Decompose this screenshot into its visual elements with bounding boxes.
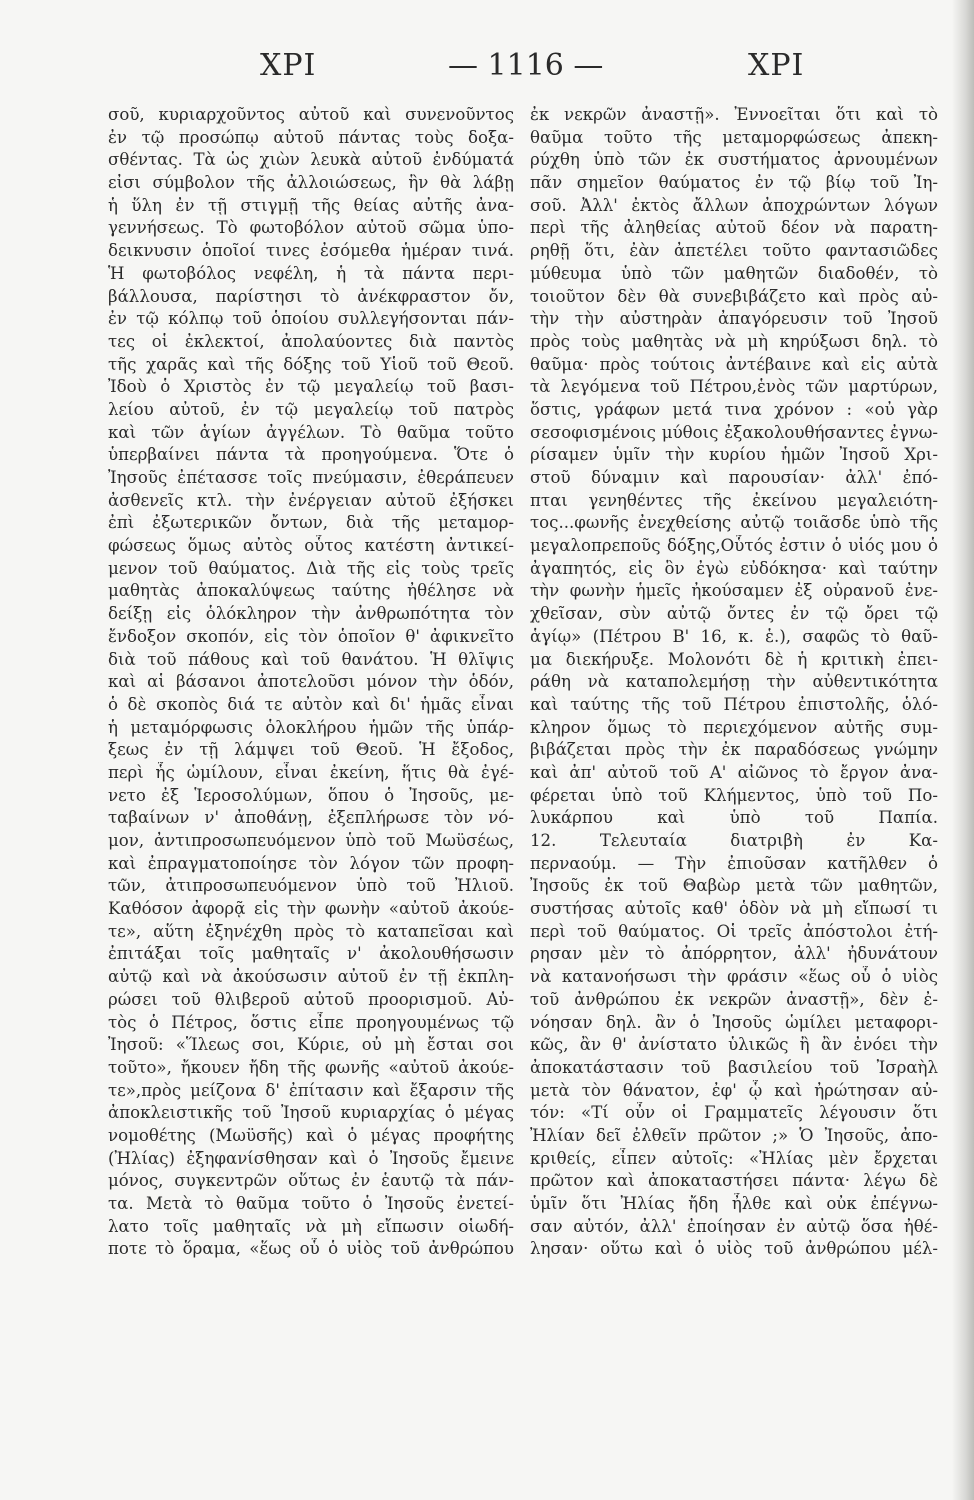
text-line: μον, ἀντιπροσωπευόμενον ὑπὸ τοῦ Μωϋσέως,	[108, 831, 514, 850]
text-line: τὰ λεγόμενα τοῦ Πέτρου,ἑνὸς τῶν μαρτύρων,	[530, 377, 938, 397]
text-line: νομοθέτης (Μωϋσῆς) καὶ ὁ μέγας προφήτης	[108, 1125, 514, 1145]
text-line: ἐπιτάξαι τοῖς μαθηταῖς ν' ἀκολουθήσωσιν	[108, 944, 514, 964]
text-line: λατο τοῖς μαθηταῖς νὰ μὴ εἴπωσιν οἱωδή-	[108, 1216, 514, 1236]
text-line: διὰ τοῦ πάθους καὶ τοῦ θανάτου. Ἡ θλῖψις	[108, 649, 514, 669]
text-line: θαῦμα· πρὸς τούτοις ἀντέβαινε καὶ εἰς αὐτὰ	[530, 354, 938, 374]
text-line: περὶ τοῦ θαύματος. Οἱ τρεῖς ἀπόστολοι ἐτή-	[530, 921, 938, 941]
text-line: χθεῖσαν, σὺν αὐτῷ ὄντες ἐν τῷ ὄρει τῷ	[530, 604, 938, 624]
text-line: τοῦτο», ἤκουεν ἤδη τῆς φωνῆς «αὐτοῦ ἀκούε-	[108, 1057, 514, 1077]
text-line: ξεως ἐν τῇ λάμψει τοῦ Θεοῦ. Ἡ ἔξοδος,	[108, 740, 514, 760]
text-line: ἀποκλειστικῆς τοῦ Ἰησοῦ κυριαρχίας ὁ μέγας	[108, 1103, 514, 1123]
text-line: βάλλουσα, παρίστησι τὸ ἀνέκφραστον ὄν,	[108, 286, 514, 306]
text-line: κῶς, ἂν θ' ἀνίστατο ὑλικῶς ἢ ἂν ἐνόει τὴν	[530, 1035, 938, 1055]
text-line: περναούμ. — Τὴν ἐπιοῦσαν κατῆλθεν ὁ	[530, 853, 938, 873]
text-line: περὶ τῆς ἀληθείας αὐτοῦ δέον νὰ παρατη-	[530, 218, 938, 238]
text-line: καὶ ἀπ' αὐτοῦ τοῦ Α' αἰῶνος τὸ ἔργον ἀνα-	[530, 762, 938, 782]
text-line: μετὰ τὸν θάνατον, ἐφ' ᾧ καὶ ἠρώτησαν αὐ-	[530, 1080, 938, 1100]
text-line: τὸς ὁ Πέτρος, ὅστις εἶπε προηγουμένως τῷ	[108, 1012, 514, 1032]
text-line: Ἰησοῦ: «Ἵλεως σοι, Κύριε, οὐ μὴ ἔσται σοι	[108, 1035, 514, 1055]
text-line: τόν: «Τί οὖν οἱ Γραμματεῖς λέγουσιν ὅτι	[530, 1103, 938, 1123]
text-line: σαν αὐτόν, ἀλλ' ἐποίησαν ἐν αὐτῷ ὅσα ἠθέ-	[530, 1216, 938, 1236]
text-line: σεσοφισμένοις μύθοις ἐξακολουθήσαντες ἐγνω-	[530, 422, 938, 442]
right-text-column	[530, 104, 938, 1261]
text-line: λείου αὐτοῦ, ἐν τῷ μεγαλείῳ τοῦ πατρὸς	[108, 399, 514, 419]
text-line: ἡ μεταμόρφωσις ὁλοκλήρου ἡμῶν τῆς ὑπάρ-	[108, 717, 514, 737]
text-line: ἐν τῷ κόλπῳ τοῦ ὁποίου συλλεγήσονται πάν-	[108, 309, 514, 329]
text-line: τοῦ ἀνθρώπου ἐκ νεκρῶν ἀναστῇ», δὲν ἐ-	[530, 989, 938, 1009]
text-line: τε», αὕτη ἐξηνέχθη πρὸς τὸ καταπεῖσαι καὶ	[108, 921, 514, 941]
text-line: ἀγαπητός, εἰς ὃν ἐγὼ εὐδόκησα· καὶ ταύτην	[530, 558, 938, 578]
text-line: φώσεως ὅμως αὐτὸς οὗτος κατέστη ἀντικεί-	[108, 536, 514, 556]
text-line: Ἰδοὺ ὁ Χριστὸς ἐν τῷ μεγαλείῳ τοῦ βασι-	[108, 377, 514, 397]
text-line: πᾶν σημεῖον θαύματος ἐν τῷ βίῳ τοῦ Ἰη-	[530, 173, 938, 193]
text-line: βιβάζεται πρὸς τὴν ἐκ παραδόσεως γνώμην	[530, 740, 938, 760]
text-line: πρὸς τοὺς μαθητὰς νὰ μὴ κηρύξωσι δηλ. τὸ	[530, 331, 938, 351]
text-line: τὴν φωνὴν ἡμεῖς ἠκούσαμεν ἐξ οὐρανοῦ ἐνε-	[530, 581, 938, 601]
text-line: μενον τοῦ θαύματος. Διὰ τῆς εἰς τοὺς τρεῖς	[108, 558, 514, 578]
text-line: σοῦ. Ἀλλ' ἐκτὸς ἄλλων ἀποχρώντων λόγων	[530, 195, 938, 215]
text-line: ἔνδοξον σκοπόν, εἰς τὸν ὁποῖον θ' ἀφικνεῖτο	[108, 626, 514, 646]
text-line: ράθη νὰ καταπολεμήσῃ τὴν αὐθεντικότητα	[530, 672, 938, 692]
text-line: τῶν, ἀτιπροσωπευόμενον ὑπὸ τοῦ Ἠλιοῦ.	[108, 876, 514, 896]
text-line: σοῦ, κυριαρχοῦντος αὐτοῦ καὶ συνενοῦντος	[108, 105, 514, 124]
text-line: τος...φωνῆς ἐνεχθείσης αὐτῷ τοιᾶσδε ὑπὸ τῆς	[530, 513, 938, 533]
text-line: καὶ τῶν ἁγίων ἀγγέλων. Τὸ θαῦμα τοῦτο	[108, 422, 514, 442]
text-line: 12. Τελευταία διατριβὴ ἐν Κα-	[530, 831, 938, 850]
text-line: γεννήσεως. Τὸ φωτοβόλον αὐτοῦ σῶμα ὑπο-	[108, 218, 514, 238]
text-line: συστήσας αὐτοῖς καθ' ὁδὸν νὰ μὴ εἴπωσί τι	[530, 899, 938, 919]
text-line: Ἰησοῦς ἐπέτασσε τοῖς πνεύμασιν, ἐθεράπευεν	[108, 468, 514, 487]
text-line: τες οἱ ἐκλεκτοί, ἀπολαύοντες διὰ παντὸς	[108, 331, 514, 351]
text-line: μύθευμα ὑπὸ τῶν μαθητῶν διαδοθέν, τὸ	[530, 263, 938, 283]
text-line: ταβαίνων ν' ἀποθάνῃ, ἐξεπλήρωσε τὸν νό-	[108, 808, 514, 828]
text-line: ρώσει τοῦ θλιβεροῦ αὐτοῦ προορισμοῦ. Αὐ-	[108, 989, 514, 1009]
text-line: πται γενηθέντες τῆς ἐκείνου μεγαλειότη-	[530, 490, 938, 510]
text-line: (Ἠλίας) ἐξηφανίσθησαν καὶ ὁ Ἰησοῦς ἔμεινε	[108, 1148, 514, 1168]
text-line: φέρεται ὑπὸ τοῦ Κλήμεντος, ὑπὸ τοῦ Πο-	[530, 785, 938, 805]
text-line: τοιοῦτον δὲν θὰ συνεβιβάζετο καὶ πρὸς αὐ-	[530, 286, 938, 306]
text-line: καὶ αἱ βάσανοι ἀποτελοῦσι μόνον τὴν ὁδόν,	[108, 672, 514, 692]
text-line: θαῦμα τοῦτο τῆς μεταμορφώσεως ἀπεκη-	[530, 127, 938, 147]
text-line: λησαν· οὕτω καὶ ὁ υἱὸς τοῦ ἀνθρώπου μέλ-	[530, 1239, 938, 1259]
text-line: ὑπερβαίνει πάντα τὰ προηγούμενα. Ὅτε ὁ	[108, 445, 514, 465]
text-line: καὶ ταύτης τῆς τοῦ Πέτρου ἐπιστολῆς, ὁλό-	[530, 694, 938, 714]
text-line: αὐτῷ καὶ νὰ ἀκούσωσιν αὐτοῦ ἐν τῇ ἐκπλη-	[108, 967, 514, 987]
text-line: περὶ ἧς ὡμίλουν, εἶναι ἐκείνη, ἥτις θὰ ἐγέ-	[108, 762, 514, 782]
text-line: λυκάρπου καὶ ὑπὸ τοῦ Παπία.	[530, 808, 938, 828]
text-line: ρύχθη ὑπὸ τῶν ἐκ συστήματος ἀρνουμένων	[530, 150, 938, 170]
text-line: τα. Μετὰ τὸ θαῦμα τοῦτο ὁ Ἰησοῦς ἐνετεί-	[108, 1194, 514, 1213]
text-line: νετο ἐξ Ἱεροσολύμων, ὅπου ὁ Ἰησοῦς, με-	[108, 785, 514, 805]
page-number: — 1116 —	[448, 48, 604, 83]
header-right-keyword: ΧΡΙ	[748, 48, 805, 83]
text-line: νὰ κατανοήσωσι τὴν φράσιν «ἕως οὗ ὁ υἱὸς	[530, 967, 938, 987]
text-line: καὶ ἐπραγματοποίησε τὸν λόγον τῶν προφη-	[108, 853, 514, 873]
text-line: μαθητὰς ἀποκαλύψεως ταύτης ἠθέλησε νὰ	[108, 581, 514, 601]
text-line: ὅστις, γράφων μετά τινα χρόνον : «οὐ γὰρ	[530, 399, 938, 419]
text-line: μα διεκήρυξε. Μολονότι δὲ ἡ κριτικὴ ἐπει-	[530, 649, 938, 669]
text-line: κριθείς, εἶπεν αὐτοῖς: «Ἠλίας μὲν ἔρχεται	[530, 1148, 938, 1168]
text-line: μεγαλοπρεποῦς δόξης,Οὗτός ἐστιν ὁ υἱός μου ὁ	[530, 536, 938, 556]
text-line: κληρον ὅμως τὸ περιεχόμενον αὐτῆς συμ-	[530, 717, 938, 737]
text-line: ἐν τῷ προσώπῳ αὐτοῦ πάντας τοὺς δοξα-	[108, 127, 514, 147]
text-line: ἀποκατάστασιν τοῦ βασιλείου τοῦ Ἰσραὴλ	[530, 1057, 938, 1077]
text-line: ὁ δὲ σκοπὸς διά τε αὐτὸν καὶ δι' ἡμᾶς εἶναι	[108, 694, 514, 714]
text-line: ρίσαμεν ὑμῖν τὴν κυρίου ἡμῶν Ἰησοῦ Χρι-	[530, 445, 938, 465]
text-line: ποτε τὸ ὅραμα, «ἕως οὗ ὁ υἱὸς τοῦ ἀνθρώπου	[108, 1239, 514, 1259]
book-spine-shadow	[952, 0, 974, 1500]
text-line: ρηθῇ ὅτι, ἐὰν ἀπετέλει τοῦτο φαντασιῶδες	[530, 241, 938, 261]
text-line: τῆς χαρᾶς καὶ τῆς δόξης τοῦ Υἱοῦ τοῦ Θεοῦ.	[108, 354, 514, 374]
text-line: ἐπὶ ἐξωτερικῶν ὄντων, διὰ τῆς μεταμορ-	[108, 513, 514, 533]
text-line: νόησαν δηλ. ἂν ὁ Ἰησοῦς ὡμίλει μεταφορι-	[530, 1012, 938, 1032]
text-line: ἀσθενεῖς κτλ. τὴν ἐνέργειαν αὐτοῦ ἐξήσκει	[108, 490, 514, 510]
text-line: Ἰησοῦς ἐκ τοῦ Θαβὼρ μετὰ τῶν μαθητῶν,	[530, 876, 938, 896]
running-header	[108, 48, 830, 98]
text-line: ἁγίῳ» (Πέτρου Β' 16, κ. ἑ.), σαφῶς τὸ θαῦ-	[530, 626, 938, 646]
text-line: Ἡ φωτοβόλος νεφέλη, ἡ τὰ πάντα περι-	[108, 263, 514, 283]
text-line: δείξῃ εἰς ὁλόκληρον τὴν ἀνθρωπότητα τὸν	[108, 604, 514, 624]
text-line: μόνος, συγκεντρῶν οὕτως ἐν ἑαυτῷ τὰ πάν-	[108, 1171, 514, 1191]
text-line: δεικνυσιν ὁποῖοί τινες ἐσόμεθα ἡμέραν τινά.	[108, 241, 514, 261]
text-line: πρῶτον καὶ ἀποκαταστήσει πάντα· λέγω δὲ	[530, 1171, 938, 1191]
text-line: σθέντας. Τὰ ὡς χιὼν λευκὰ αὐτοῦ ἐνδύματά	[108, 150, 514, 170]
text-line: Ἠλίαν δεῖ ἐλθεῖν πρῶτον ;» Ὁ Ἰησοῦς, ἀπο-	[530, 1125, 938, 1145]
text-line: τε»,πρὸς μείζονα δ' ἐπίτασιν καὶ ἔξαρσιν τῆς	[108, 1080, 514, 1100]
text-line: στοῦ δύναμιν καὶ παρουσίαν· ἀλλ' ἐπό-	[530, 468, 938, 487]
header-left-keyword: ΧΡΙ	[260, 48, 317, 83]
text-line: ρησαν μὲν τὸ ἀπόρρητον, ἀλλ' ἠδυνάτουν	[530, 944, 938, 964]
text-line: ἡ ὕλη ἐν τῇ στιγμῇ τῆς θείας αὐτῆς ἀνα-	[108, 195, 514, 215]
text-line: ἐκ νεκρῶν ἀναστῇ». Ἐννοεῖται ὅτι καὶ τὸ	[530, 105, 938, 124]
text-line: τὴν τὴν αὐστηρὰν ἀπαγόρευσιν τοῦ Ἰησοῦ	[530, 309, 938, 329]
left-text-column	[108, 104, 514, 1261]
text-line: Καθόσον ἀφορᾷ εἰς τὴν φωνὴν «αὐτοῦ ἀκούε-	[108, 899, 514, 919]
text-line: ὑμῖν ὅτι Ἠλίας ἤδη ἦλθε καὶ οὐκ ἐπέγνω-	[530, 1194, 938, 1213]
text-line: εἰσι σύμβολον τῆς ἀλλοιώσεως, ἣν θὰ λάβῃ	[108, 173, 514, 193]
